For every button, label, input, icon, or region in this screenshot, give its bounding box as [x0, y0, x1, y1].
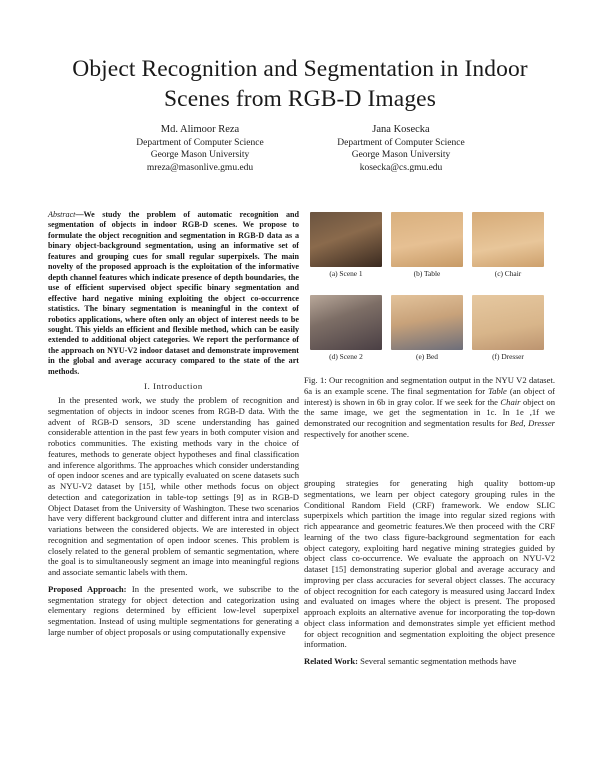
- intro-paragraph-2: [48, 584, 299, 638]
- author-email: kosecka@cs.gmu.edu: [359, 162, 443, 173]
- abstract-lead: Abstract: [48, 210, 76, 219]
- subcaption-d: (d) Scene 2: [329, 352, 363, 361]
- author-name: Md. Alimoor Reza: [160, 124, 240, 135]
- caption-text: (an object of interest) is shown in 6b in gray color. If we seek for the: [304, 385, 555, 407]
- caption-emph-bed: Bed: [509, 418, 524, 429]
- author-email: mreza@masonlive.gmu.edu: [146, 162, 254, 173]
- author-block-2: [286, 124, 516, 174]
- right-column-text: [304, 478, 555, 673]
- abstract-body: —We study the problem of automatic recognition and segmentation of objects in indoor RGB-D scenes. We propose to formulate the object recognition and segmentation in RGB-D data as a binary object-background segmentation, using an informative set of features and grouping cues for small regular superpixels. The main novelty of the proposed approach is the exploitation of the informative depth channel features which indicate presence of depth boundaries, the use of efficient supervised object specific binary segmentation and effective hard negative mining exploiting the object co-occurrence statistics. The binary segmentation is meaningful in the context of robotics applications, where often only an object of interest needs to be sought. This yields an efficient and flexible method, which can be easily extended to additional object categories. We report the performance of the approach on NYU-V2 indoor dataset and demonstrate improvement in the global and average accuracy compared to the state of the art methods.: [48, 210, 299, 376]
- table-segmentation-image: [391, 212, 463, 267]
- related-work-lead: Related Work:: [304, 656, 359, 666]
- subcaption-f: (f) Dresser: [492, 352, 524, 361]
- bed-segmentation-image: [391, 295, 463, 350]
- figure-1-caption: [304, 375, 555, 440]
- right-paragraph-1: grouping strategies for generating high quality bottom-up segmentations, we learn per object category grouping rules in the Conditional Random Field (CRF) framework. We endow SLIC superpixels which partition the image into regular sized regions with rich appearance and geometric features.We then proceed with the CRF learning of the two class figure-background segmentation for each object category, exploiting hard negative mining strategies guided by object class co-occurrence. We evaluate the approach on NYU-V2 dataset [15] demonstrating superior global and average accuracy and improving per class accuracies for several object classes. The accuracy of object recognition for each category is measured using Jaccard Index and evaluated on images where the object is present. The proposed approach exploits an alternative avenue for incorporating the top-down object class information and demonstrates simple yet efficient method for object recognition and segmentation exploiting the object presence information.: [304, 478, 555, 650]
- chair-segmentation-image: [472, 212, 544, 267]
- author-univ: George Mason University: [150, 150, 250, 161]
- caption-text: ,: [523, 418, 529, 429]
- caption-text: Fig. 1: Our recognition and segmentation output in the NYU V2 dataset. 6a is an example scene. The final segmentation for: [304, 375, 555, 396]
- caption-emph-chair: Chair: [500, 396, 521, 407]
- author-block-1: [85, 124, 315, 174]
- author-name: Jana Kosecka: [372, 124, 430, 135]
- proposed-approach-text: In the presented work, we subscribe to the segmentation strategy for object detection and categorization using elementary regions determined by efficient low-level superpixel segmentation. Instead of using multiple segmentations for generating a large number of object proposals or using computationally expensive: [48, 583, 299, 637]
- caption-text: respectively for another scene.: [304, 428, 409, 439]
- caption-emph-table: Table: [488, 385, 507, 396]
- subcaption-c: (c) Chair: [494, 269, 522, 278]
- subcaption-b: (b) Table: [413, 269, 441, 278]
- right-paragraph-2: [304, 656, 555, 667]
- caption-text: object on the same image, we get the segmentation in 1c. In 1e ,1f we demonstrated our recognition and segmentation results for: [304, 396, 555, 429]
- scene-2-image: [310, 295, 382, 350]
- related-work-text: Several semantic segmentation methods have: [358, 656, 517, 666]
- abstract: [48, 210, 299, 377]
- author-dept: Department of Computer Science: [136, 137, 264, 148]
- proposed-approach-lead: Proposed Approach:: [48, 583, 127, 594]
- scene-1-image: [310, 212, 382, 267]
- figure-1: [310, 212, 550, 372]
- subcaption-a: (a) Scene 1: [329, 269, 363, 278]
- dresser-segmentation-image: [472, 295, 544, 350]
- paper-title: Object Recognition and Segmentation in Indoor Scenes from RGB-D Images: [72, 56, 528, 112]
- caption-emph-dresser: Dresser: [528, 418, 556, 429]
- section-heading-introduction: I. Introduction: [144, 381, 203, 391]
- intro-paragraph-1: In the presented work, we study the problem of recognition and segmentation of objects in indoor scenes from RGB-D data. With the advent of RGB-D sensors, 3D scene understanding has gained considerable attention in the past few years in both computer vision and robotics communities. The existing methods vary in the choice of features, methods to generate object hypotheses and final classification and inference algorithms. The approaches which consider understanding of open indoor scenes and are typically evaluated on scene datasets such as NYU-V2 dataset by [15], while other methods focus on object detection and categorization in table-top settings [9] as in RGB-D Object Dataset from the University of Washington. These two scenarios have very different background clutter and different intra and interclass variations between the considered objects. We are interested in object recognition and segmentation of open indoor scenes. This problem is closely related to the general problem of semantic segmentation, where the goal is to simultaneously segment an image into meaningful regions and associate semantic labels with them.: [48, 395, 299, 577]
- author-dept: Department of Computer Science: [337, 137, 465, 148]
- introduction-text: [48, 395, 299, 644]
- subcaption-e: (e) Bed: [416, 352, 438, 361]
- author-univ: George Mason University: [351, 150, 451, 161]
